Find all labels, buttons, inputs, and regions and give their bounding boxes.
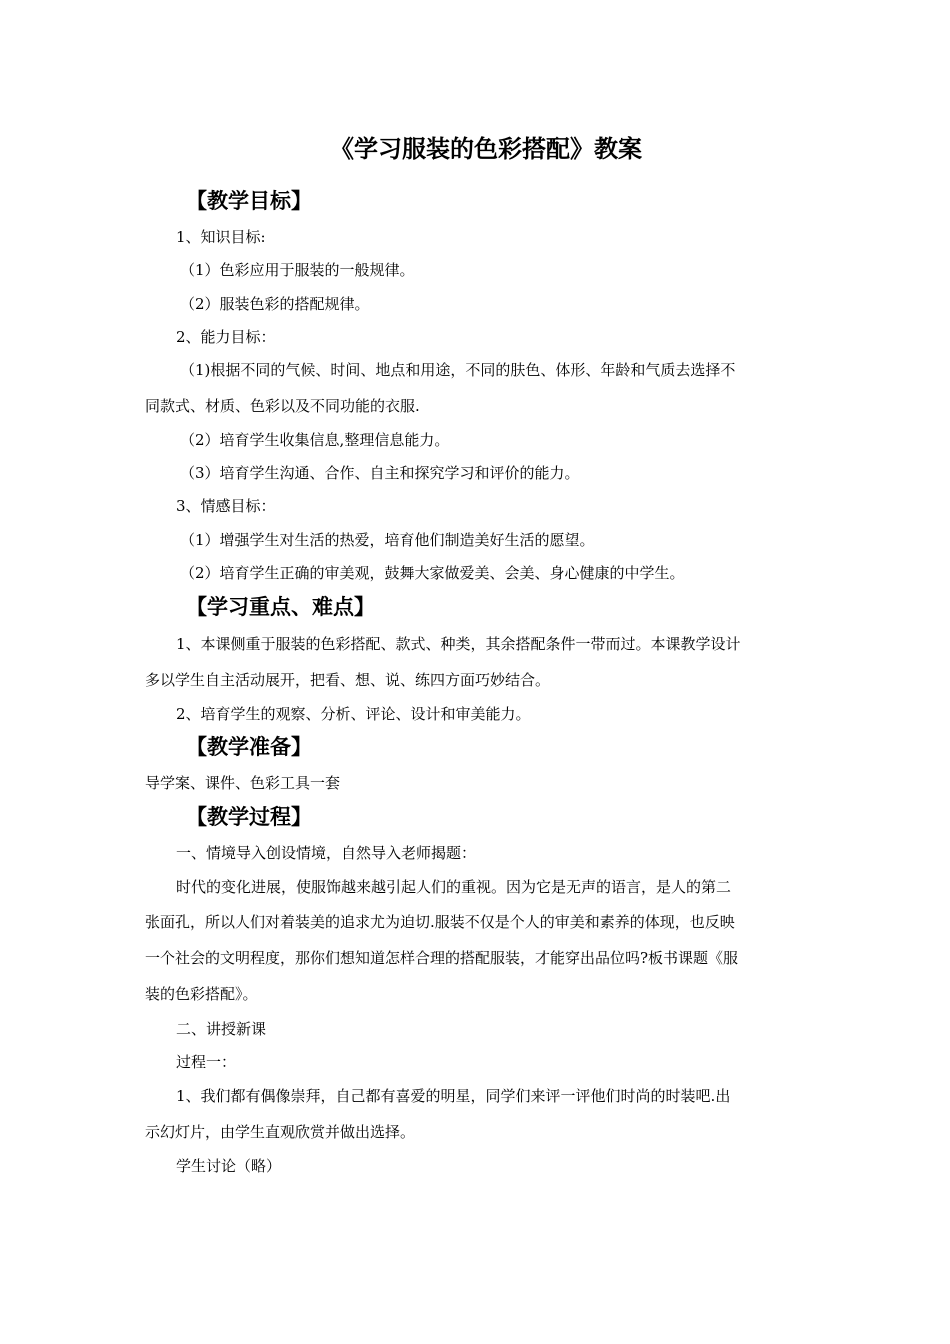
section-heading-process: 【教学过程】 bbox=[186, 805, 312, 829]
paragraph-line: 1、本课侧重于服装的色彩搭配、款式、种类，其余搭配条件一带而过。本课教学设计 bbox=[176, 635, 741, 653]
paragraph-line: 二、讲授新课 bbox=[176, 1020, 267, 1038]
paragraph-line: 2、培育学生的观察、分析、评论、设计和审美能力。 bbox=[176, 705, 531, 723]
paragraph-line: （1)根据不同的气候、时间、地点和用途，不同的肤色、体形、年龄和气质去选择不 bbox=[180, 361, 736, 379]
paragraph-line: （2）培育学生收集信息,整理信息能力。 bbox=[180, 431, 450, 449]
paragraph-line: 1、知识目标: bbox=[176, 228, 266, 246]
paragraph-line: （2）服装色彩的搭配规律。 bbox=[180, 295, 370, 313]
paragraph-line: 同款式、材质、色彩以及不同功能的衣服. bbox=[145, 397, 420, 415]
paragraph-line: 一、情境导入创设情境，自然导入老师揭题： bbox=[176, 844, 477, 862]
section-heading-preparation: 【教学准备】 bbox=[186, 735, 312, 759]
paragraph-line: 3、情感目标： bbox=[176, 497, 276, 515]
paragraph-line: 学生讨论（略） bbox=[176, 1157, 282, 1175]
paragraph-line: 过程一： bbox=[176, 1053, 237, 1071]
paragraph-line: 张面孔，所以人们对着装美的追求尤为迫切.服装不仅是个人的审美和素养的体现，也反映 bbox=[145, 913, 735, 931]
paragraph-line: 装的色彩搭配》。 bbox=[145, 985, 258, 1003]
paragraph-line: 多以学生自主活动展开，把看、想、说、练四方面巧妙结合。 bbox=[145, 671, 551, 689]
paragraph-line: （1）增强学生对生活的热爱，培育他们制造美好生活的愿望。 bbox=[180, 531, 595, 549]
paragraph-line: 导学案、课件、色彩工具一套 bbox=[145, 774, 341, 792]
paragraph-line: 2、能力目标： bbox=[176, 328, 276, 346]
section-heading-focus: 【学习重点、难点】 bbox=[186, 595, 375, 619]
paragraph-line: （2）培育学生正确的审美观，鼓舞大家做爱美、会美、身心健康的中学生。 bbox=[180, 564, 685, 582]
paragraph-line: 1、我们都有偶像崇拜，自己都有喜爱的明星，同学们来评一评他们时尚的时装吧.出 bbox=[176, 1087, 731, 1105]
section-heading-objectives: 【教学目标】 bbox=[186, 189, 312, 213]
paragraph-line: 一个社会的文明程度，那你们想知道怎样合理的搭配服装，才能穿出品位吗?板书课题《服 bbox=[145, 949, 739, 967]
paragraph-line: 时代的变化进展，使服饰越来越引起人们的重视。因为它是无声的语言，是人的第二 bbox=[176, 878, 732, 896]
document-title: 《学习服装的色彩搭配》教案 bbox=[330, 135, 642, 163]
paragraph-line: （3）培育学生沟通、合作、自主和探究学习和评价的能力。 bbox=[180, 464, 580, 482]
paragraph-line: 示幻灯片，由学生直观欣赏并做出选择。 bbox=[145, 1123, 416, 1141]
paragraph-line: （1）色彩应用于服装的一般规律。 bbox=[180, 261, 415, 279]
